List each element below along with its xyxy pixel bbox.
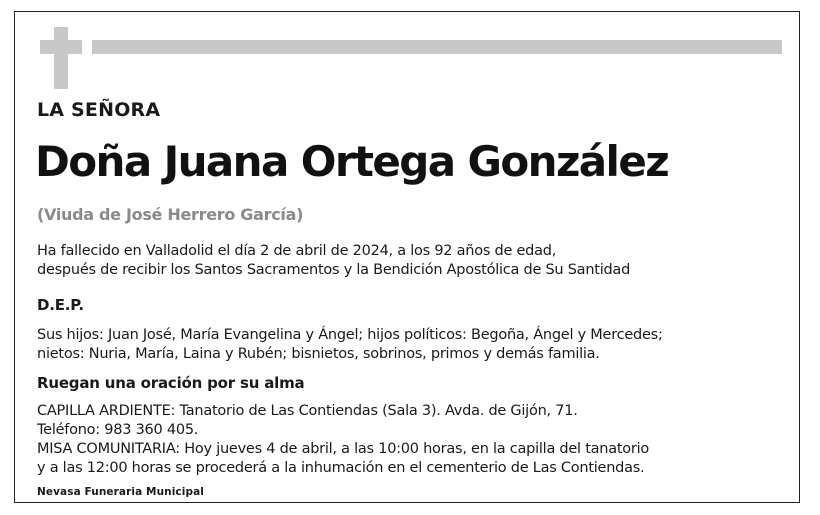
- prayer-request: Ruegan una oración por su alma: [37, 374, 305, 392]
- family-line: Sus hijos: Juan José, María Evangelina y Ángel; hijos políticos: Begoña, Ángel y Mercedes;: [37, 327, 663, 343]
- family-line: nietos: Nuria, María, Laina y Rubén; bisnietos, sobrinos, primos y demás familia.: [37, 346, 600, 362]
- family-list: [37, 326, 663, 364]
- notice-title: LA SEÑORA: [37, 99, 161, 121]
- cross-vertical-bar: [54, 27, 68, 89]
- details-line: CAPILLA ARDIENTE: Tanatorio de Las Contiendas (Sala 3). Avda. de Gijón, 71.: [37, 403, 578, 419]
- cross-icon: [40, 27, 82, 89]
- deceased-name: Doña Juana Ortega González: [35, 137, 669, 186]
- details-line: MISA COMUNITARIA: Hoy jueves 4 de abril, a las 10:00 horas, en la capilla del tanatorio: [37, 441, 650, 457]
- details-line: y a las 12:00 horas se procederá a la inhumación en el cementerio de Las Contiendas.: [37, 460, 645, 476]
- widow-of-note: (Viuda de José Herrero García): [37, 205, 304, 224]
- details-line: Teléfono: 983 360 405.: [37, 422, 199, 438]
- service-details: [37, 402, 649, 478]
- death-announcement: [37, 242, 630, 280]
- dep-label: D.E.P.: [37, 296, 84, 314]
- death-line: Ha fallecido en Valladolid el día 2 de abril de 2024, a los 92 años de edad,: [37, 243, 557, 259]
- cross-horizontal-bar: [40, 40, 82, 54]
- death-line: después de recibir los Santos Sacramentos y la Bendición Apostólica de Su Santidad: [37, 262, 631, 278]
- funeral-home-credit: Nevasa Funeraria Municipal: [37, 486, 204, 498]
- header-divider-bar: [92, 40, 782, 54]
